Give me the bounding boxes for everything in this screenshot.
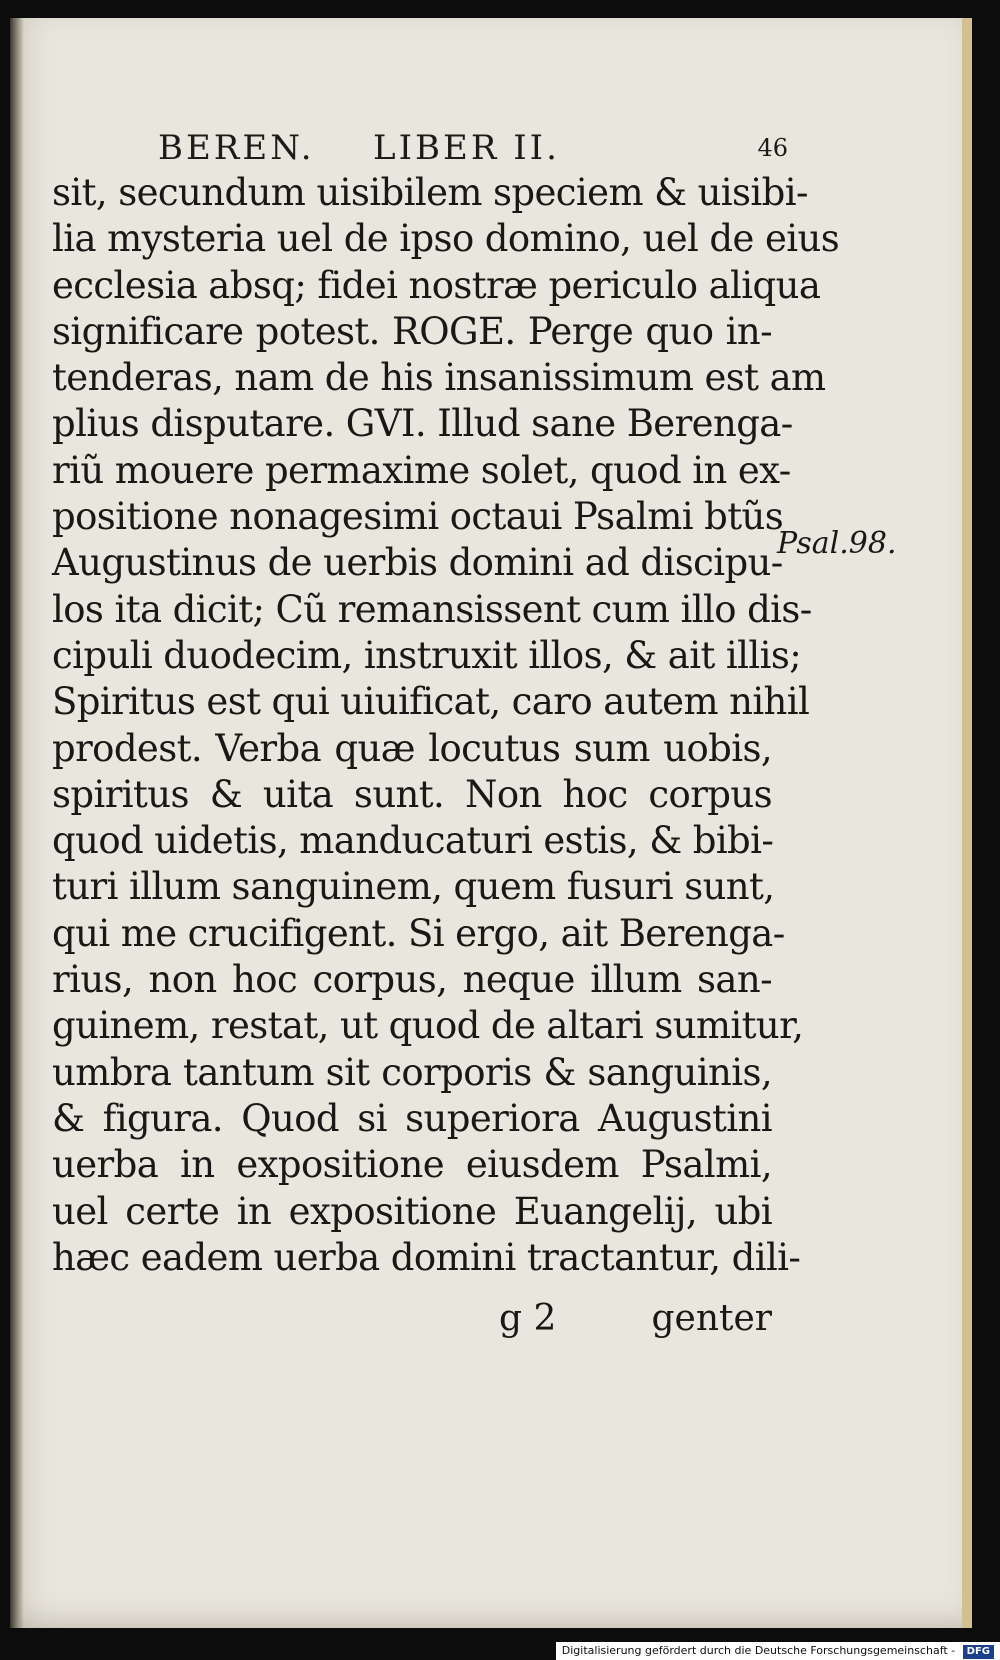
text-line: hæc eadem uerba domini tractantur, dili-: [52, 1235, 801, 1279]
text-line: significare potest. ROGE. Perge quo in-: [52, 309, 772, 353]
text-line: plius disputare. GVI. Illud sane Berenga-: [52, 402, 793, 446]
text-line: sit, secundum uisibilem speciem & uisibi-: [52, 171, 808, 214]
text-line: qui me crucifigent. Si ergo, ait Berenga-: [52, 911, 785, 955]
text-line: los ita dicit; Cũ remansissent cum illo dis-: [52, 587, 812, 631]
text-line: riũ mouere permaxime solet, quod in ex-: [52, 448, 791, 492]
text-line: lia mysteria uel de ipso domino, uel de eius: [52, 217, 840, 261]
running-head-left: BEREN.: [158, 128, 315, 168]
text-line: positione nonagesimi octaui Psalmi btũs: [52, 495, 784, 539]
text-line: tenderas, nam de his insanissimum est am: [52, 356, 826, 400]
signature-mark: g 2: [499, 1298, 557, 1339]
credit-text: Digitalisierung gefördert durch die Deutsche Forschungsgemeinschaft -: [561, 1644, 956, 1657]
text-line: turi illum sanguinem, quem fusuri sunt,: [52, 865, 775, 909]
digitization-credit: [556, 1642, 1000, 1660]
text-line: spiritus & uita sunt. Non hoc corpus: [52, 772, 772, 816]
running-head: [158, 126, 788, 170]
text-line: quod uidetis, manducaturi estis, & bibi-: [52, 819, 774, 863]
running-head-center: LIBER II.: [373, 128, 560, 168]
text-line: guinem, restat, ut quod de altari sumitur,: [52, 1004, 804, 1048]
catchword: genter: [651, 1298, 772, 1339]
text-line: uel certe in expositione Euangelij, ubi: [52, 1189, 772, 1233]
dfg-logo: DFG: [963, 1645, 994, 1659]
text-line: Spiritus est qui uiuificat, caro autem nihil: [52, 680, 810, 724]
text-line: cipuli duodecim, instruxit illos, & ait illis;: [52, 633, 802, 677]
text-line: & figura. Quod si superiora Augustini: [52, 1096, 772, 1140]
text-line: uerba in expositione eiusdem Psalmi,: [52, 1143, 772, 1187]
text-line: ecclesia absq; fidei nostræ periculo aliqua: [52, 263, 821, 307]
text-line: prodest. Verba quæ locutus sum uobis,: [52, 726, 772, 770]
text-line: Augustinus de uerbis domini ad discipu-: [52, 541, 783, 585]
text-line: rius, non hoc corpus, neque illum san-: [52, 958, 772, 1002]
marginal-note: Psal.98.: [777, 526, 897, 561]
page-gutter-shadow: [10, 18, 24, 1628]
text-line: umbra tantum sit corporis & sanguinis,: [52, 1050, 772, 1094]
page-foot: [52, 1298, 772, 1348]
page-number: 46: [757, 134, 788, 162]
